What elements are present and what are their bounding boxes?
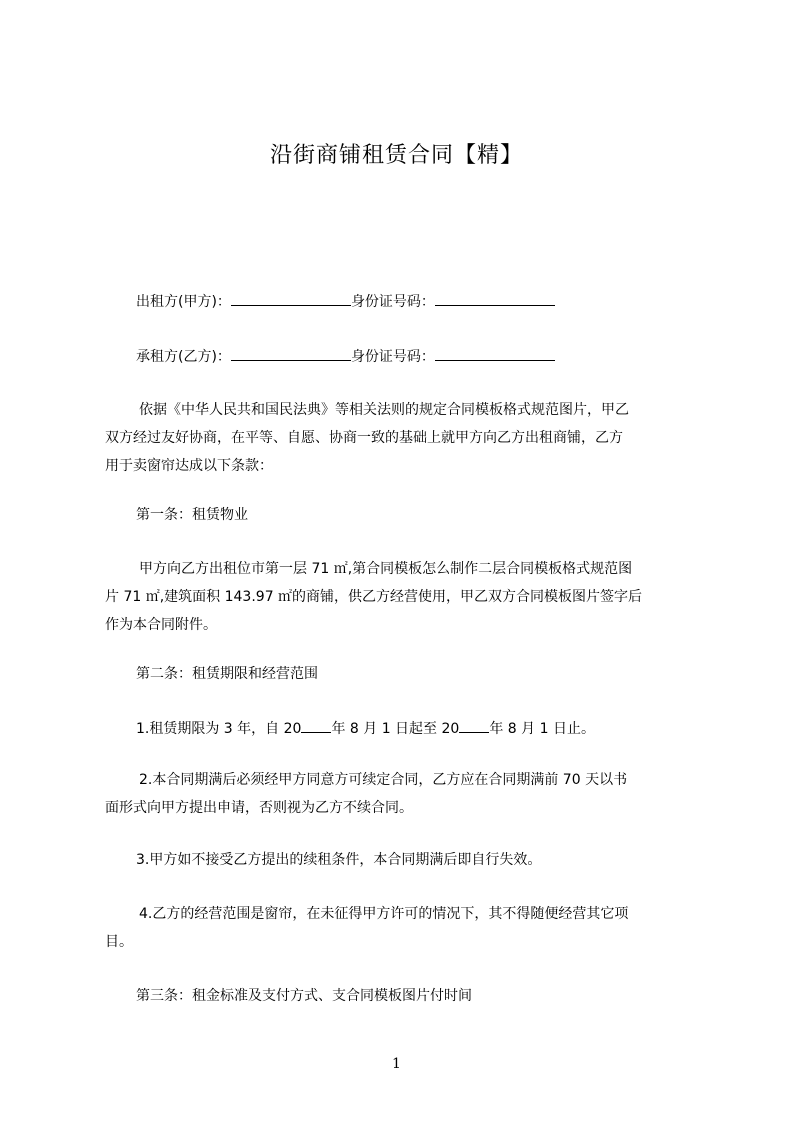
lessee-id-blank [435, 346, 555, 361]
lessor-label: 出租方(甲方)： [136, 294, 231, 310]
intro-paragraph [105, 396, 699, 480]
article2-item1 [136, 718, 595, 739]
item1-middle: 年 8 月 1 日起至 20 [331, 721, 460, 737]
item2-row: 面形式向甲方提出申请，否则视为乙方不续合同。 [105, 800, 413, 816]
intro-row: 双方经过友好协商，在平等、自愿、协商一致的基础上就甲方向乙方出租商铺，乙方 [105, 430, 623, 446]
item4-row: 4.乙方的经营范围是窗帘，在未征得甲方许可的情况下，其不得随便经营其它项 [139, 906, 629, 922]
start-year-blank [301, 718, 331, 733]
page-number: 1 [392, 1056, 401, 1072]
article2-item3: 3.甲方如不接受乙方提出的续租条件，本合同期满后即自行失效。 [136, 852, 542, 868]
article1-heading: 第一条：租赁物业 [136, 507, 248, 523]
lessee-id-label: 身份证号码： [350, 349, 435, 365]
article1-paragraph [105, 555, 699, 639]
lessee-label: 承租方(乙方)： [136, 349, 231, 365]
item2-row: 2.本合同期满后必须经甲方同意方可续定合同，乙方应在合同期满前 70 天以书 [139, 772, 628, 788]
intro-row: 依据《中华人民共和国民法典》等相关法则的规定合同模板格式规范图片，甲乙 [139, 402, 629, 418]
item1-end: 年 8 月 1 日止。 [489, 721, 595, 737]
article1-row: 甲方向乙方出租位市第一层 71 ㎡,第合同模板怎么制作二层合同模板格式规范图 [139, 561, 633, 577]
document-title: 沿街商铺租赁合同【精】 [269, 143, 523, 168]
lessee-line [136, 346, 555, 367]
article2-heading: 第二条：租赁期限和经营范围 [136, 666, 318, 682]
lessor-name-blank [231, 291, 351, 306]
article2-item2 [105, 766, 699, 822]
item1-start: 1.租赁期限为 3 年，自 20 [136, 721, 302, 737]
intro-row: 用于卖窗帘达成以下条款： [105, 458, 273, 474]
end-year-blank [459, 718, 489, 733]
article1-row: 片 71 ㎡,建筑面积 143.97 ㎡的商铺，供乙方经营使用，甲乙双方合同模板图片签字后 [105, 589, 643, 605]
lessor-id-label: 身份证号码： [350, 294, 435, 310]
lessor-id-blank [435, 291, 555, 306]
article1-row: 作为本合同附件。 [105, 617, 217, 633]
lessee-name-blank [231, 346, 351, 361]
item4-row: 目。 [105, 934, 133, 950]
article3-heading: 第三条：租金标准及支付方式、支合同模板图片付时间 [136, 988, 472, 1004]
lessor-line [136, 291, 555, 312]
article2-item4 [105, 900, 699, 956]
